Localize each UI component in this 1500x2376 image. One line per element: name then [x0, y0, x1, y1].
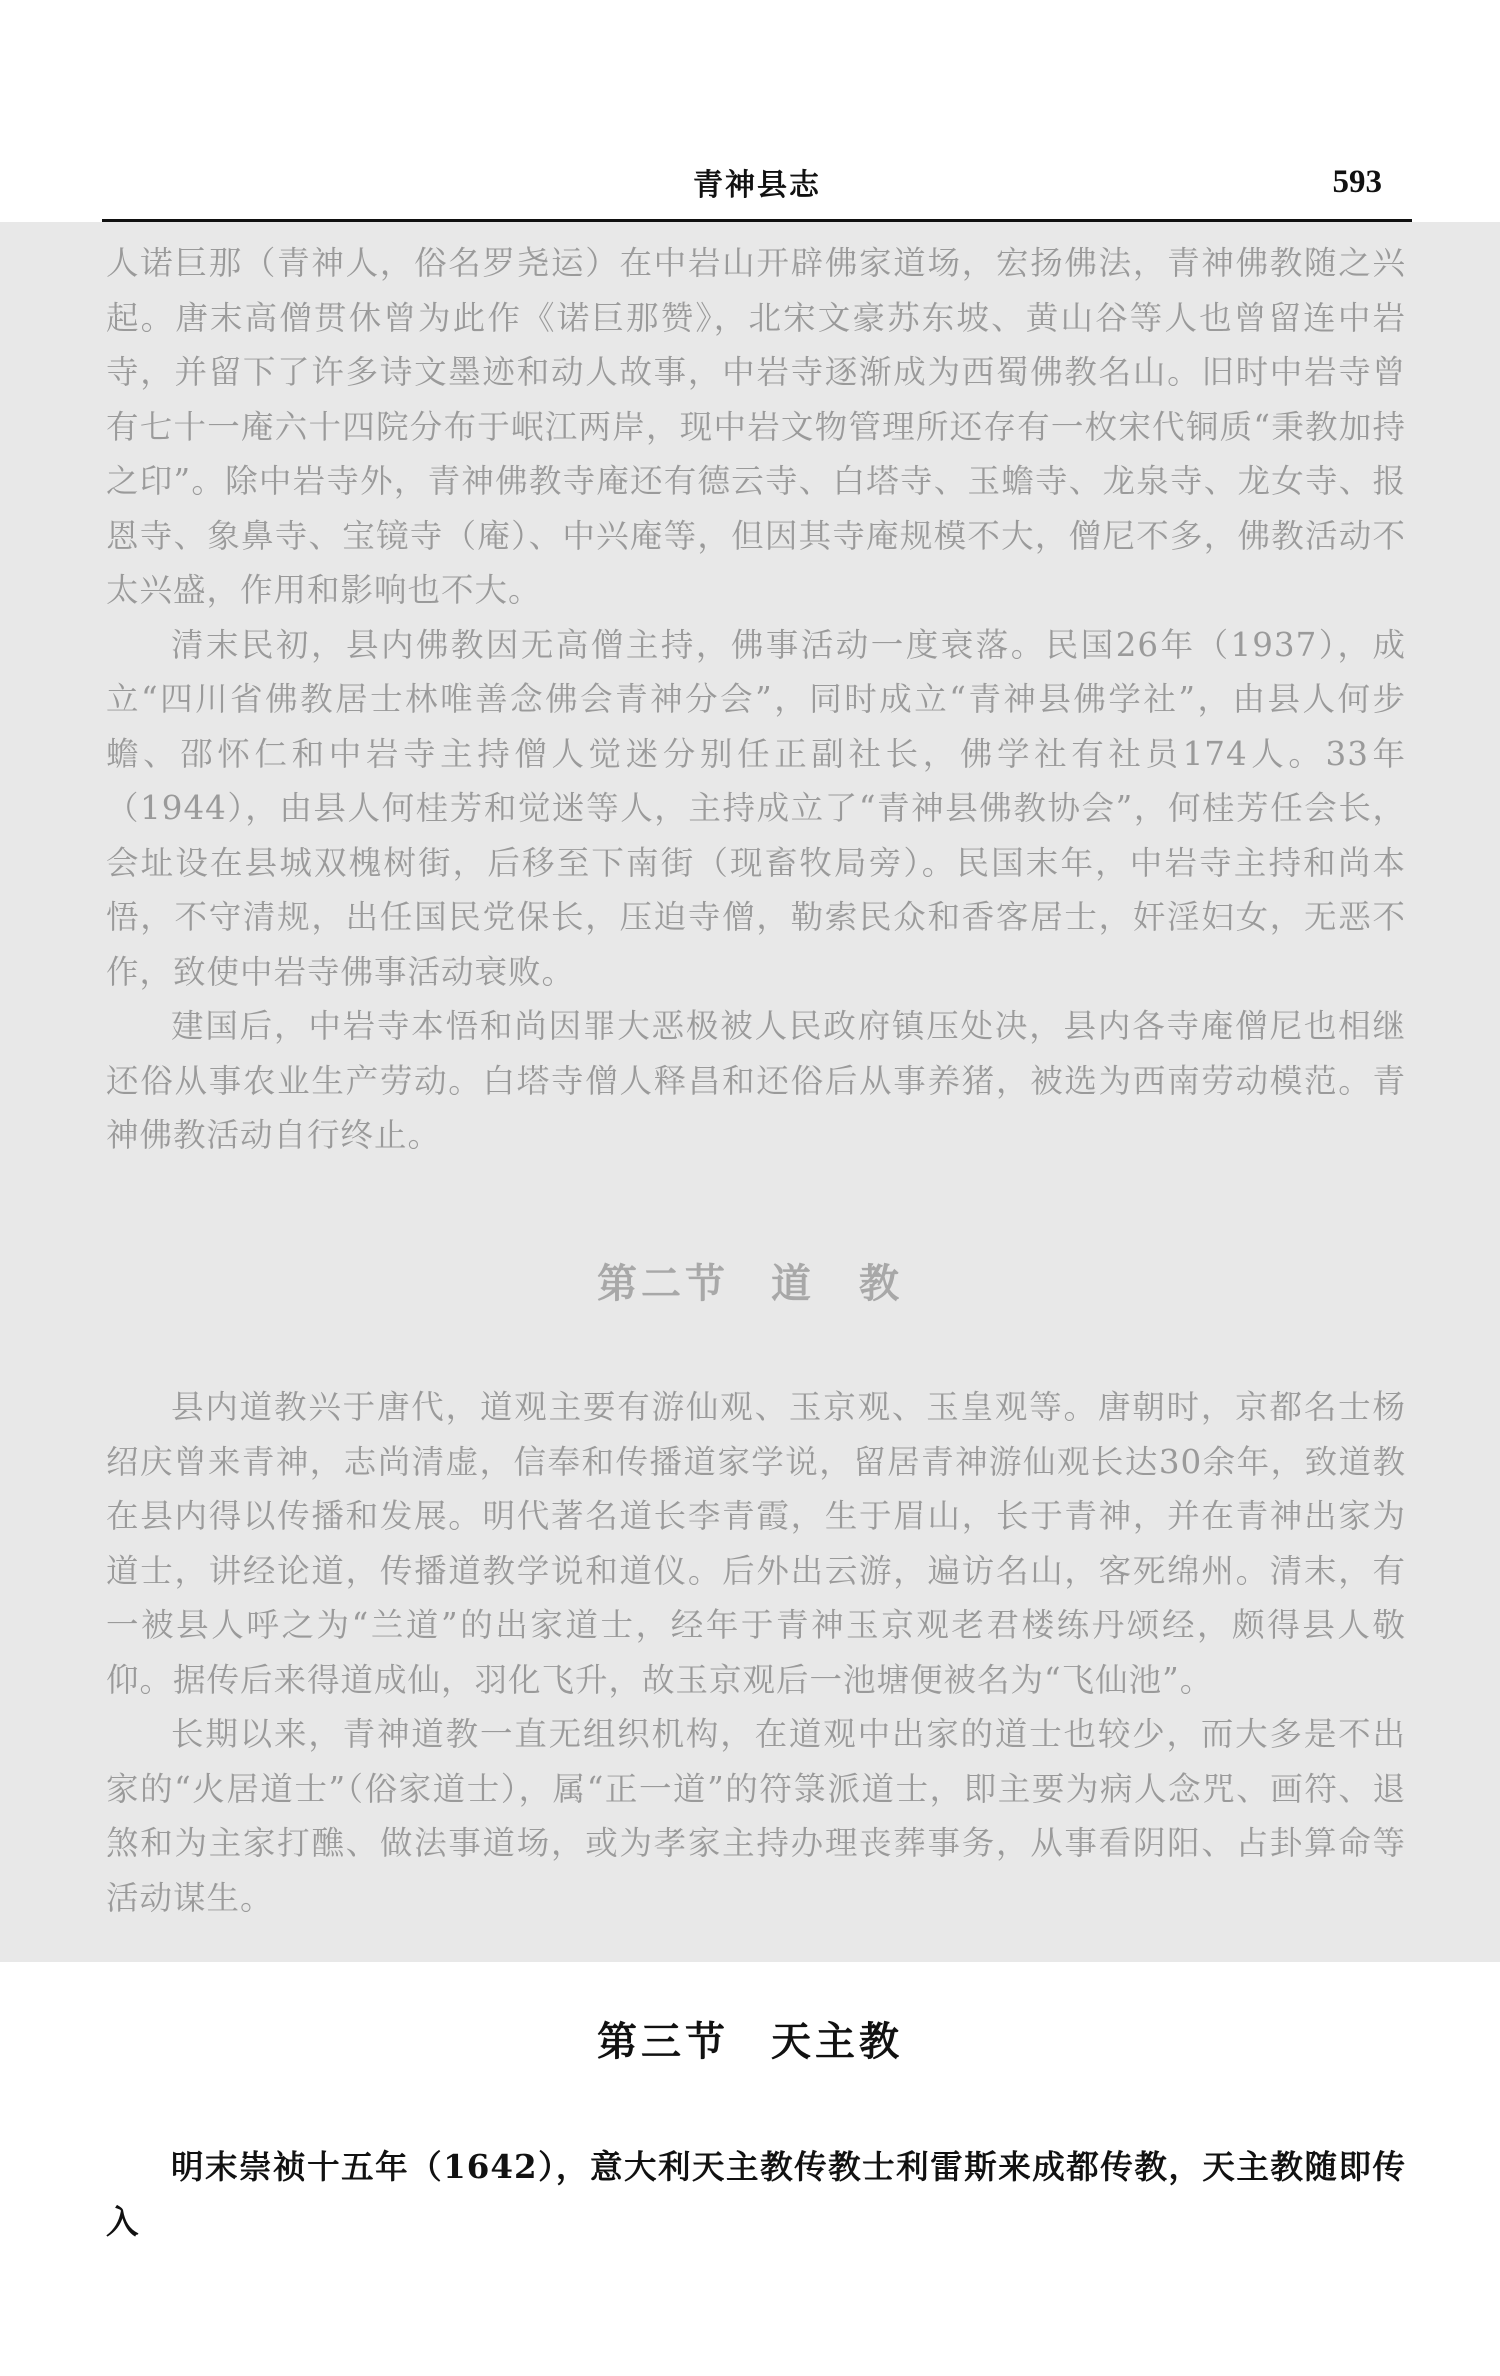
buddhism-section-body	[106, 236, 1406, 1163]
taoism-section-body	[106, 1380, 1406, 1925]
page-header	[102, 150, 1412, 222]
paragraph-taoism-practice: 长期以来，青神道教一直无组织机构，在道观中出家的道士也较少，而大多是不出家的“火居道士”（俗家道士），属“正一道”的符箓派道士，即主要为病人念咒、画符、退煞和为主家打醮、做法事道场，或为孝家主持办理丧葬事务，从事看阴阳、占卦算命等活动谋生。	[106, 1715, 1406, 1917]
section-number: 第二节	[597, 1260, 729, 1307]
header-title: 青神县志	[693, 168, 821, 203]
section-number: 第三节	[597, 2018, 729, 2065]
page-number: 593	[1332, 164, 1382, 200]
paragraph-catholicism: 明末崇祯十五年（1642），意大利天主教传教士利雷斯来成都传教，天主教随即传入	[106, 2147, 1406, 2241]
paragraph-taoism-history: 县内道教兴于唐代，道观主要有游仙观、玉京观、玉皇观等。唐朝时，京都名士杨绍庆曾来青神，志尚清虚，信奉和传播道家学说，留居青神游仙观长达30余年，致道教在县内得以传播和发展。明代著名道长李青霞，生于眉山，长于青神，并在青神出家为道士，讲经论道，传播道教学说和道仪。后外出云游，遍访名山，客死绵州。清末，有一被县人呼之为“兰道”的出家道士，经年于青神玉京观老君楼练丹颂经，颇得县人敬仰。据传后来得道成仙，羽化飞升，故玉京观后一池塘便被名为“飞仙池”。	[106, 1388, 1406, 1699]
catholicism-section-body	[106, 2140, 1406, 2249]
paragraph-buddhism-history: 人诺巨那（青神人，俗名罗尧运）在中岩山开辟佛家道场，宏扬佛法，青神佛教随之兴起。唐末高僧贯休曾为此作《诺巨那赞》，北宋文豪苏东坡、黄山谷等人也曾留连中岩寺，并留下了许多诗文墨迹和动人故事，中岩寺逐渐成为西蜀佛教名山。旧时中岩寺曾有七十一庵六十四院分布于岷江两岸，现中岩文物管理所还存有一枚宋代铜质“秉教加持之印”。除中岩寺外，青神佛教寺庵还有德云寺、白塔寺、玉蟾寺、龙泉寺、龙女寺、报恩寺、象鼻寺、宝镜寺（庵）、中兴庵等，但因其寺庵规模不大，僧尼不多，佛教活动不太兴盛，作用和影响也不大。	[106, 244, 1406, 609]
section-heading-taoism	[0, 1252, 1500, 1309]
paragraph-buddhism-late-qing: 清末民初，县内佛教因无高僧主持，佛事活动一度衰落。民国26年（1937），成立“四川省佛教居士林唯善念佛会青神分会”，同时成立“青神县佛学社”，由县人何步蟾、邵怀仁和中岩寺主持僧人觉迷分别任正副社长，佛学社有社员174人。33年（1944），由县人何桂芳和觉迷等人，主持成立了“青神县佛教协会”，何桂芳任会长，会址设在县城双槐树街，后移至下南街（现畜牧局旁）。民国末年，中岩寺主持和尚本悟，不守清规，出任国民党保长，压迫寺僧，勒索民众和香客居士，奸淫妇女，无恶不作，致使中岩寺佛事活动衰败。	[106, 625, 1406, 991]
section-heading-catholicism	[0, 2010, 1500, 2067]
section-title: 道 教	[771, 1260, 903, 1307]
section-title: 天主教	[771, 2018, 903, 2065]
paragraph-buddhism-after-1949: 建国后，中岩寺本悟和尚因罪大恶极被人民政府镇压处决，县内各寺庵僧尼也相继还俗从事农业生产劳动。白塔寺僧人释昌和还俗后从事养猪，被选为西南劳动模范。青神佛教活动自行终止。	[106, 1007, 1406, 1154]
